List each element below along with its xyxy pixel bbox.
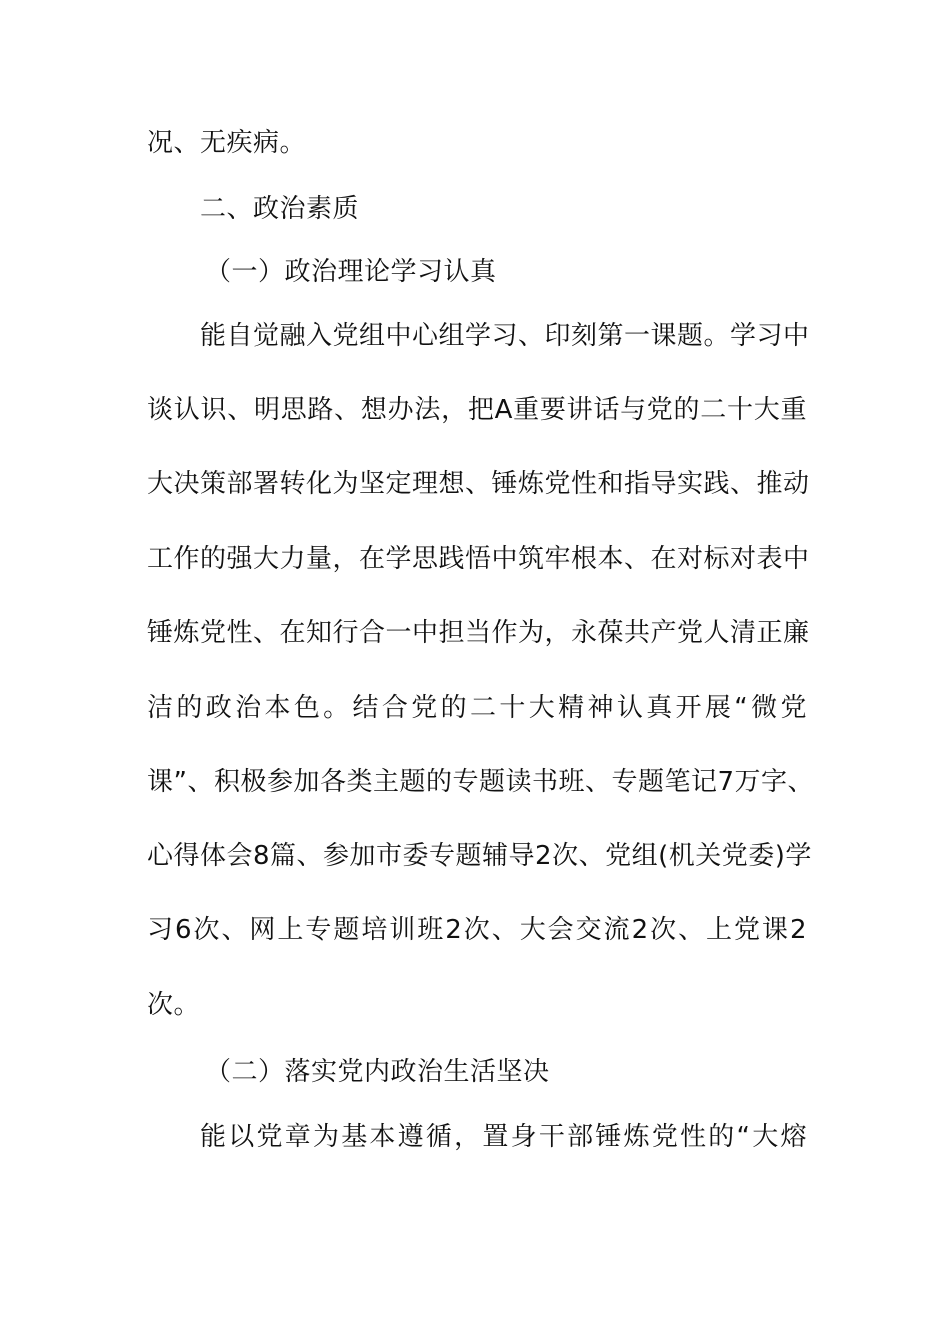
paragraph-line-1: 况、无疾病。 bbox=[147, 128, 307, 158]
paragraph-line-10: 习6次、网上专题培训班2次、大会交流2次、上党课2 bbox=[147, 915, 807, 945]
paragraph-line-8: 课”、积极参加各类主题的专题读书班、专题笔记7万字、 bbox=[147, 767, 815, 797]
paragraph-line-7: 洁的政治本色。结合党的二十大精神认真开展“微党 bbox=[147, 693, 807, 723]
subsection-heading-2: （二）落实党内政治生活坚决 bbox=[205, 1057, 550, 1087]
section-heading-political-quality: 二、政治素质 bbox=[200, 194, 360, 224]
paragraph-line-4: 大决策部署转化为坚定理想、锤炼党性和指导实践、推动 bbox=[147, 469, 810, 499]
paragraph-line-6: 锤炼党性、在知行合一中担当作为，永葆共产党人清正廉 bbox=[147, 618, 810, 648]
paragraph-line-2: 能自觉融入党组中心组学习、印刻第一课题。学习中 bbox=[200, 321, 810, 351]
subsection-heading-1: （一）政治理论学习认真 bbox=[205, 257, 497, 287]
paragraph-line-3: 谈认识、明思路、想办法，把A重要讲话与党的二十大重 bbox=[147, 395, 807, 425]
paragraph-line-5: 工作的强大力量，在学思践悟中筑牢根本、在对标对表中 bbox=[147, 544, 810, 574]
paragraph-line-12: 能以党章为基本遵循，置身干部锤炼党性的“大熔 bbox=[200, 1122, 807, 1152]
paragraph-line-11: 次。 bbox=[147, 990, 201, 1020]
paragraph-line-9: 心得体会8篇、参加市委专题辅导2次、党组(机关党委)学 bbox=[147, 841, 812, 871]
